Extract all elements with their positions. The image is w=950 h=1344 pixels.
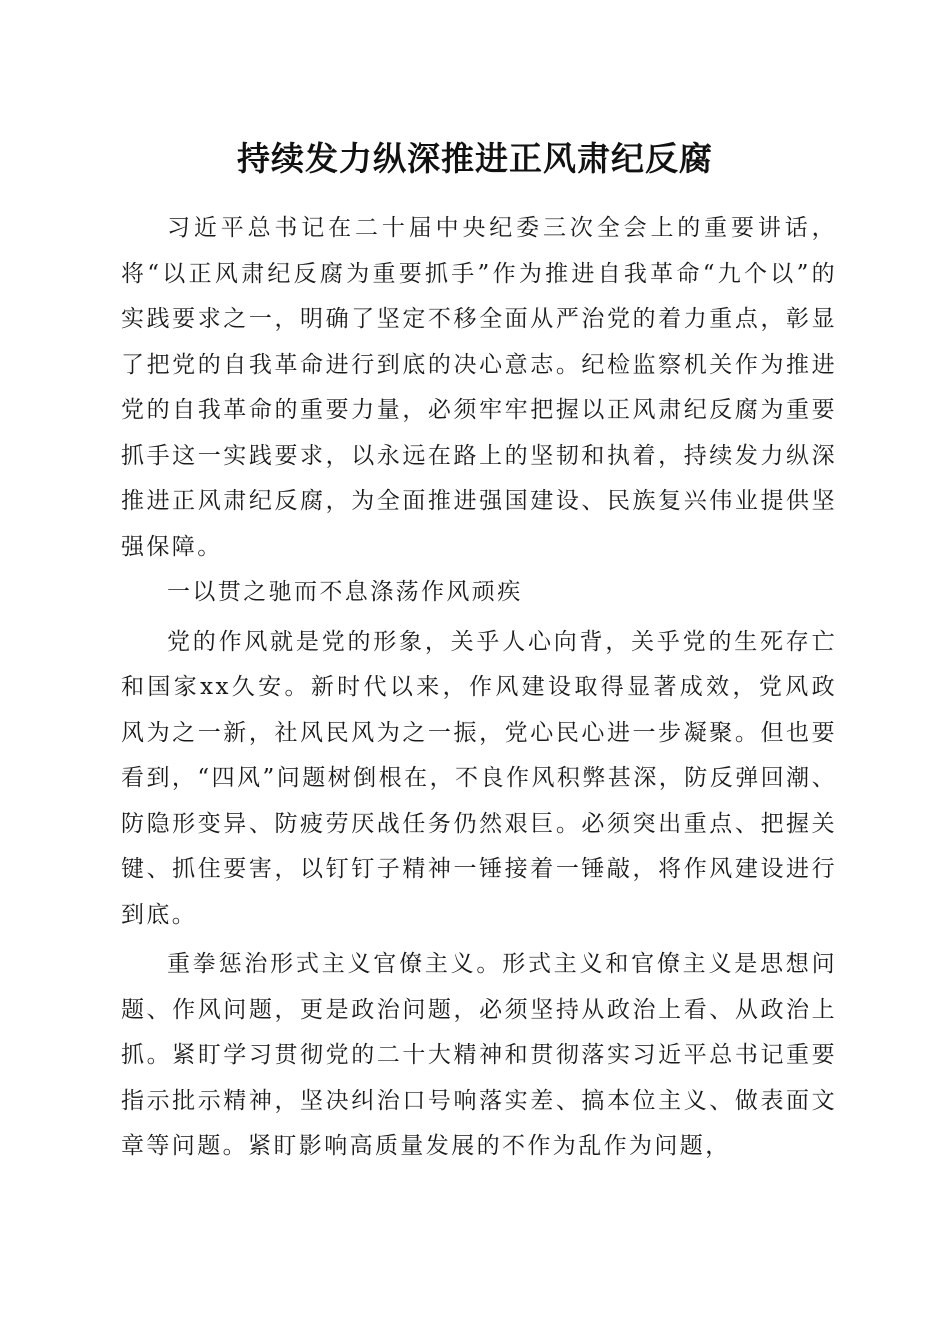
section-heading: 一以贯之驰而不息涤荡作风顽疾 — [167, 579, 523, 605]
paragraph-formalism: 重拳惩治形式主义官僚主义。形式主义和官僚主义是思想问题、作风问题，更是政治问题，必须坚持从政治上看、从政治上抓。紧盯学习贯彻党的二十大精神和贯彻落实习近平总书记重要指示批示精神，坚决纠治口号响落实差、搞本位主义、做表面文章等问题。紧盯影响高质量发展的不作为乱作为问题， — [121, 951, 837, 1159]
document-body — [121, 206, 837, 1170]
paragraph-intro: 习近平总书记在二十届中央纪委三次全会上的重要讲话，将“以正风肃纪反腐为重要抓手”作为推进自我革命“九个以”的实践要求之一，明确了坚定不移全面从严治党的着力重点，彰显了把党的自我革命进行到底的决心意志。纪检监察机关作为推进党的自我革命的重要力量，必须牢牢把握以正风肃纪反腐为重要抓手这一实践要求，以永远在路上的坚韧和执着，持续发力纵深推进正风肃纪反腐，为全面推进强国建设、民族复兴伟业提供坚强保障。 — [121, 215, 837, 560]
document-title: 持续发力纵深推进正风肃纪反腐 — [237, 139, 713, 178]
paragraph-style: 党的作风就是党的形象，关乎人心向背，关乎党的生死存亡和国家xx久安。新时代以来，作风建设取得显著成效，党风政风为之一新，社风民风为之一振，党心民心进一步凝聚。但也要看到，“四风”问题树倒根在，不良作风积弊甚深，防反弹回潮、防隐形变异、防疲劳厌战任务仍然艰巨。必须突出重点、把握关键、抓住要害，以钉钉子精神一锤接着一锤敲，将作风建设进行到底。 — [121, 628, 837, 928]
